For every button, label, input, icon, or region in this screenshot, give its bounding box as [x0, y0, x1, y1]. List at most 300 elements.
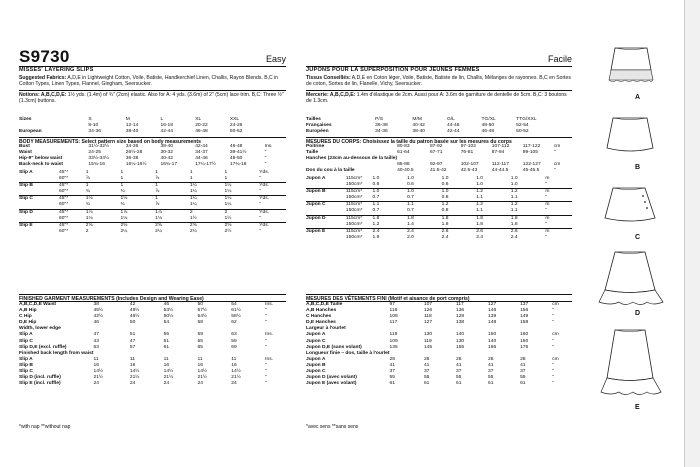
row-label: European — [19, 129, 42, 135]
row-label: Back-neck to waist — [19, 162, 64, 168]
cell-value: 160 — [520, 332, 529, 338]
view-label-e: E — [635, 404, 640, 411]
cell-value: 61 — [520, 381, 526, 387]
cell-value: 1 — [224, 170, 228, 175]
row-label: Jupon D (avec volant) — [306, 375, 357, 381]
cell-value: 127 — [488, 302, 520, 309]
cell-value: 1¼ — [224, 202, 232, 208]
cell-value: Yds. — [259, 209, 286, 216]
cell-value: 34-37 — [195, 150, 208, 156]
cell-value: cm — [553, 162, 561, 168]
view-label-c: C — [635, 234, 641, 241]
slip-b-drawing — [607, 118, 653, 151]
cell-value: 45"* — [59, 209, 86, 216]
notions-en — [19, 90, 286, 104]
cell-value: 2⅝ — [120, 222, 155, 229]
row-label: Finished back length from waist — [19, 350, 94, 356]
cell-value: 85-88 — [397, 162, 410, 168]
french-header — [306, 48, 572, 67]
slip-c-drawing — [605, 188, 655, 221]
cell-value: " — [552, 308, 554, 314]
cell-value: 51 — [129, 332, 136, 338]
cell-value: 122-127 — [522, 162, 541, 168]
cell-value: 16 — [231, 362, 237, 368]
cell-value: 2.4 — [441, 234, 449, 240]
cell-value: 2½ — [224, 228, 232, 234]
table-row — [306, 182, 572, 189]
cell-value: 0.7 — [407, 195, 414, 201]
cell-value: 53½ — [163, 308, 174, 314]
cell-value: 1¼ — [190, 183, 225, 190]
finished-heading-en: FINISHED GARMENT MEASUREMENTS (Includes Design and Wearing Ease) — [19, 294, 286, 302]
cell-value: m — [545, 215, 572, 222]
cell-value: 112-117 — [491, 162, 509, 168]
cell-value: L — [160, 117, 164, 122]
finished-table-fr — [306, 301, 572, 387]
cell-value: 30-32 — [160, 150, 173, 156]
row-label: Françaises — [306, 123, 332, 129]
cell-value: 1.2 — [511, 202, 546, 209]
cell-value: 1.1 — [510, 195, 518, 201]
cell-value: 61 — [389, 381, 395, 387]
cell-value: 40-42 — [160, 156, 173, 162]
cell-value: 1 — [224, 176, 228, 182]
cell-value: 45"* — [59, 222, 86, 229]
fabrics-fr — [306, 75, 572, 87]
cell-value: 54½ — [197, 314, 208, 320]
row-label: Longueur finie – dos, taille à l'ourlet — [306, 350, 390, 356]
cell-value: 26½-28 — [125, 150, 143, 156]
cell-value: 41 — [488, 362, 494, 368]
row-label: Jupon A — [306, 176, 326, 181]
cell-value: 44-44.5 — [491, 168, 509, 174]
sizes-table-fr — [306, 117, 572, 135]
cell-value: 117-122 — [522, 144, 541, 149]
cell-value: 28 — [389, 356, 395, 362]
cell-value: 115cm* — [346, 189, 373, 196]
cell-value: 1.0 — [510, 182, 518, 188]
notions-fr — [306, 90, 572, 104]
cell-value: 28 — [423, 356, 430, 362]
body-heading-en: BODY MEASUREMENTS: Select pattern size based on body measurements — [19, 137, 286, 145]
cell-value: 97-102 — [460, 144, 476, 149]
cell-value: 61 — [163, 344, 170, 350]
cell-value: " — [265, 344, 267, 350]
cell-value: 20-22 — [195, 123, 208, 129]
cell-value: 69 — [231, 344, 237, 350]
cell-value: 1.8 — [407, 215, 442, 222]
cell-value: 1¼ — [225, 196, 260, 203]
cell-value: 16¼-16½ — [125, 162, 147, 168]
cell-value: 2.4 — [407, 228, 442, 235]
english-header — [19, 48, 286, 67]
cell-value: 12-14 — [125, 123, 139, 129]
table-row — [19, 129, 286, 135]
cell-value: 41 — [389, 362, 395, 368]
cell-value: 1¼ — [225, 183, 260, 190]
row-label: Slip C — [19, 338, 33, 344]
table-row — [306, 302, 572, 309]
cell-value: 165 — [488, 344, 497, 350]
row-label — [19, 189, 59, 196]
cell-value: 51 — [163, 338, 170, 344]
cell-value: 21½ — [197, 375, 208, 381]
cell-value: 109 — [389, 338, 398, 344]
cell-value: m — [545, 189, 572, 196]
cell-value: 60"* — [59, 202, 69, 208]
cell-value: 50-52 — [516, 129, 529, 135]
row-label: Largeur à l'ourlet — [306, 326, 346, 332]
slip-d-drawing — [599, 252, 663, 305]
table-row — [19, 229, 286, 235]
cell-value: m — [545, 176, 550, 181]
row-label: Hanches (23cm au-dessous de la taille) — [306, 156, 398, 162]
cell-value: 1⅛ — [155, 215, 162, 221]
table-row — [19, 302, 286, 309]
cell-value: 61½ — [231, 308, 241, 314]
cell-value: " — [545, 195, 548, 201]
row-label — [306, 235, 346, 241]
table-row — [306, 208, 572, 215]
cell-value: 46-48 — [195, 129, 208, 135]
cell-value: 55 — [389, 375, 395, 381]
cell-value: 40-42 — [412, 123, 425, 129]
row-label: Slip D — [19, 209, 59, 216]
cell-value: 1½ — [189, 215, 197, 221]
page-edge — [684, 0, 700, 467]
cell-value: 150cm* — [345, 221, 363, 227]
cell-value: 2.4 — [372, 228, 407, 235]
cell-value: 58 — [197, 320, 203, 326]
cell-value: 37 — [455, 369, 462, 375]
cell-value: 1.8 — [476, 215, 511, 222]
cell-value: 115cm* — [346, 228, 373, 235]
footnote-en: *with nap **without nap — [19, 424, 71, 430]
row-label: Bust — [19, 144, 30, 149]
cell-value: " — [552, 314, 554, 320]
cell-value: 38 — [93, 302, 129, 309]
finished-table-en — [19, 301, 286, 387]
cell-value: 0.6 — [407, 182, 414, 188]
row-label: Slip E (incl. ruffle) — [19, 381, 61, 387]
slip-e-drawing — [601, 330, 661, 395]
cell-value: 76-81 — [460, 150, 474, 156]
table-row — [306, 222, 572, 229]
cell-value: 127 — [423, 320, 433, 326]
cell-value: 150cm* — [345, 208, 363, 214]
row-label: Jupon D,E (sans volant) — [306, 344, 362, 350]
cell-value: 0.7 — [372, 208, 380, 214]
cell-value: 57½ — [197, 308, 208, 314]
row-label: Slip D,E (excl. ruffle) — [19, 344, 67, 350]
cell-value: 11 — [231, 356, 237, 362]
cell-value: XXL — [229, 117, 240, 122]
notions-en-label: Notions: A,B,C,D,E: — [19, 92, 67, 98]
title-fr: JUPONS POUR LA SUPERPOSITION POUR JEUNES FEMMES — [306, 67, 480, 73]
cell-value: 61-64 — [397, 150, 410, 156]
cell-value: 42-44 — [446, 129, 460, 135]
cell-value: 1 — [120, 183, 155, 190]
cell-value: 1.1 — [476, 195, 484, 201]
cell-value: 1.2 — [442, 202, 477, 209]
cell-value: 17¼-17½ — [195, 162, 216, 168]
row-label — [19, 229, 59, 235]
cell-value: 45½ — [93, 308, 103, 314]
row-label: Jupon E — [306, 228, 346, 235]
fabrics-en-text: A,D,E in Lightweight Cotton, Voile, Batiste, Handkerchief Linen, Challis, Rayon Blends. B,C in Cotton Types, Linen Types, Flannel, Gingham, Seersucker. — [19, 75, 279, 87]
row-label: A,B,C,D,E Waist — [19, 302, 93, 309]
body-table-fr — [306, 144, 572, 174]
table-row — [19, 176, 286, 183]
cell-value: 50 — [197, 302, 231, 309]
cell-value: Yds. — [259, 170, 270, 175]
cell-value: " — [265, 381, 267, 387]
cell-value: 21½ — [231, 375, 241, 381]
table-row — [306, 235, 572, 241]
cell-value: 1.1 — [372, 202, 407, 209]
cell-value: 55 — [163, 332, 170, 338]
cell-value: 47 — [129, 338, 136, 344]
cell-value: 1 — [86, 183, 121, 190]
row-label: Hip-9" below waist — [19, 156, 63, 162]
cell-value: 0.7 — [407, 208, 414, 214]
cell-value: 45"* — [59, 196, 86, 203]
footnote-fr: *avec sens **sans sens — [306, 424, 359, 430]
cell-value: 1¼ — [189, 202, 197, 208]
cell-value: cm — [552, 332, 559, 338]
row-label: Slip E — [19, 222, 59, 229]
cell-value: 150cm* — [345, 234, 363, 240]
cell-value: 65 — [197, 344, 203, 350]
cell-value: " — [259, 228, 261, 234]
row-label: Waist — [19, 150, 32, 156]
row-label: Slip C — [19, 196, 59, 203]
cell-value: 1.0 — [476, 182, 484, 188]
cell-value: 2.4 — [476, 234, 484, 240]
cell-value: 1.8 — [372, 215, 407, 222]
cell-value: 1⅞ — [86, 209, 121, 216]
cell-value: " — [552, 375, 554, 381]
cell-value: 38-40 — [125, 129, 139, 135]
cell-value: 34-36 — [88, 129, 101, 135]
cell-value: 2.4 — [510, 234, 518, 240]
cell-value: 117 — [389, 320, 398, 326]
cell-value: 24 — [93, 381, 99, 387]
yardage-table-fr — [306, 176, 572, 241]
table-row — [306, 168, 572, 174]
cell-value: 34-36 — [125, 144, 139, 149]
cell-value: 61 — [455, 381, 462, 387]
cell-value: " — [552, 362, 554, 368]
cell-value: 119 — [389, 332, 398, 338]
cell-value: 2⅝ — [190, 222, 225, 229]
cell-value: 37 — [520, 369, 526, 375]
cell-value: " — [265, 369, 267, 375]
cell-value: 158 — [520, 320, 529, 326]
cell-value: 54 — [231, 302, 265, 309]
cell-value: 145 — [423, 344, 433, 350]
finished-heading-fr: MESURES DES VÊTEMENTS FINI (Motif et aisance de port compris) — [306, 294, 572, 302]
cell-value: " — [553, 150, 556, 156]
row-label — [306, 208, 346, 215]
cell-value: 61 — [423, 381, 430, 387]
cell-value: 14½ — [231, 369, 241, 375]
cell-value: 150cm* — [345, 195, 363, 201]
cell-value: 44-46 — [195, 156, 208, 162]
table-row — [19, 216, 286, 223]
cell-value: Ins. — [264, 144, 273, 149]
cell-value: 2¼ — [189, 228, 197, 234]
cell-value: " — [545, 208, 548, 214]
cell-value: " — [259, 189, 261, 195]
cell-value: 55 — [455, 375, 462, 381]
cell-value: 1.8 — [476, 221, 484, 227]
cell-value: " — [552, 338, 554, 344]
row-label: A,B,C,D,E Taille — [306, 302, 390, 309]
cell-value: " — [265, 375, 267, 381]
view-label-a: A — [635, 94, 641, 101]
body-heading-fr: MESURES DU CORPS: Choisissez la taille du patron basée sur les mesures du corps — [306, 137, 572, 145]
cell-value: 50-52 — [229, 129, 243, 135]
row-label: Slip C — [19, 369, 33, 375]
cell-value: " — [264, 162, 267, 168]
row-label: Sizes — [19, 117, 32, 122]
cell-value: 43 — [93, 338, 99, 344]
cell-value: " — [259, 202, 261, 208]
cell-value: Ins. — [265, 302, 286, 309]
cell-value: " — [552, 344, 554, 350]
cell-value: 1.4 — [407, 221, 414, 227]
cell-value: 55 — [520, 375, 526, 381]
cell-value: 150cm* — [345, 182, 363, 188]
cell-value: 16¾-17 — [160, 162, 178, 168]
cell-value: 2⅝ — [155, 222, 190, 229]
cell-value: 41 — [423, 362, 430, 368]
cell-value: 42-44 — [160, 129, 173, 135]
cell-value: 1⅛ — [85, 215, 93, 221]
table-row — [19, 162, 286, 168]
cell-value: 36-38 — [375, 123, 388, 129]
cell-value: 1 — [189, 170, 193, 175]
cell-value: Yds. — [259, 196, 286, 203]
row-label: Jupon C — [306, 202, 346, 209]
cell-value: 24 — [163, 381, 170, 387]
cell-value: 137 — [520, 302, 552, 309]
cell-value: 37 — [423, 369, 430, 375]
row-label: Jupon B — [306, 362, 326, 368]
cell-value: 1 — [120, 176, 124, 182]
cell-value: 135 — [389, 344, 398, 350]
row-label: Slip B — [19, 362, 33, 368]
cell-value: 108 — [389, 314, 398, 320]
pattern-number: S9730 — [19, 47, 70, 66]
cell-value: 115cm* — [345, 176, 363, 181]
cell-value: 116 — [389, 308, 398, 314]
cell-value: 46-48 — [481, 129, 495, 135]
row-label: Slip A — [19, 356, 33, 362]
row-label — [306, 195, 346, 202]
cell-value: 58½ — [231, 314, 241, 320]
cell-value: 34-36 — [375, 129, 388, 135]
cell-value: 28 — [520, 356, 526, 362]
cell-value: 87-92 — [429, 144, 443, 149]
cell-value: 1 — [85, 170, 89, 175]
cell-value: 1.8 — [511, 215, 546, 222]
row-label: D,E Hanches — [306, 320, 336, 326]
cell-value: " — [259, 215, 261, 221]
fabrics-fr-text: A,D,E en Coton léger, Voile, Batiste, Batiste de lin, Challis, Mélanges de rayonnes. B,C en Sortes de coton, Sortes de lin, Flanelle, Vichy, Seersucker. — [306, 75, 571, 87]
cell-value: 1.2 — [476, 202, 511, 209]
cell-value: 45"* — [59, 183, 86, 190]
row-label — [19, 202, 59, 209]
row-label: Dos du cou à la taille — [306, 168, 355, 174]
cell-value: 148 — [488, 320, 497, 326]
cell-value: Ins. — [265, 332, 273, 338]
cell-value: 1⅞ — [155, 209, 190, 216]
cell-value: 150 — [488, 332, 497, 338]
cell-value: 45"* — [59, 170, 69, 175]
cell-value: 2.0 — [407, 234, 414, 240]
cell-value: 0.8 — [441, 208, 449, 214]
cell-value: 1.2 — [511, 189, 546, 196]
cell-value: " — [552, 320, 554, 326]
cell-value: 16 — [129, 362, 136, 368]
table-row — [306, 129, 572, 135]
cell-value: 46 — [93, 320, 99, 326]
view-label-d: D — [635, 310, 641, 317]
cell-value: S — [88, 117, 92, 122]
cell-value: TG/XL — [481, 117, 496, 122]
table-row — [19, 381, 286, 387]
cell-value: 1.1 — [407, 202, 442, 209]
cell-value: 1¼ — [190, 196, 225, 203]
cell-value: 149 — [520, 314, 529, 320]
cell-value: 42.5-43 — [460, 168, 478, 174]
cell-value: 38-40 — [160, 144, 173, 149]
cell-value: 46-48 — [229, 144, 243, 149]
cell-value: 117 — [456, 302, 488, 309]
cell-value: 107-112 — [491, 144, 510, 149]
cell-value: 2⅝ — [86, 222, 121, 229]
row-label: Jupon B — [306, 189, 346, 196]
cell-value: 1½ — [224, 215, 232, 221]
cell-value: " — [265, 320, 267, 326]
cell-value: 1 — [155, 183, 190, 190]
cell-value: 60"* — [59, 215, 69, 221]
cell-value: 50 — [129, 320, 136, 326]
cell-value: 1.8 — [441, 221, 449, 227]
notions-fr-label: Mercerie: A,B,C,D,E: — [306, 92, 356, 98]
cell-value: 2⅝ — [225, 222, 260, 229]
cell-value: 1 — [120, 170, 124, 175]
cell-value: 2.6 — [511, 228, 546, 235]
table-row — [19, 222, 286, 229]
row-label: Taille — [306, 150, 319, 156]
cell-value: 36-38 — [125, 156, 139, 162]
cell-value: 1.2 — [372, 221, 380, 227]
table-row — [306, 215, 572, 222]
cell-value: " — [545, 234, 548, 240]
row-label: Européen — [306, 129, 329, 135]
row-label: Jupon D — [306, 215, 346, 222]
cell-value: 42-44 — [195, 144, 208, 149]
cell-value: 2.6 — [476, 228, 511, 235]
row-label: Slip A — [19, 332, 33, 338]
cell-value: 1.0 — [510, 176, 518, 181]
row-label — [19, 216, 59, 223]
cell-value: 146 — [488, 308, 497, 314]
cell-value: 37 — [488, 369, 494, 375]
